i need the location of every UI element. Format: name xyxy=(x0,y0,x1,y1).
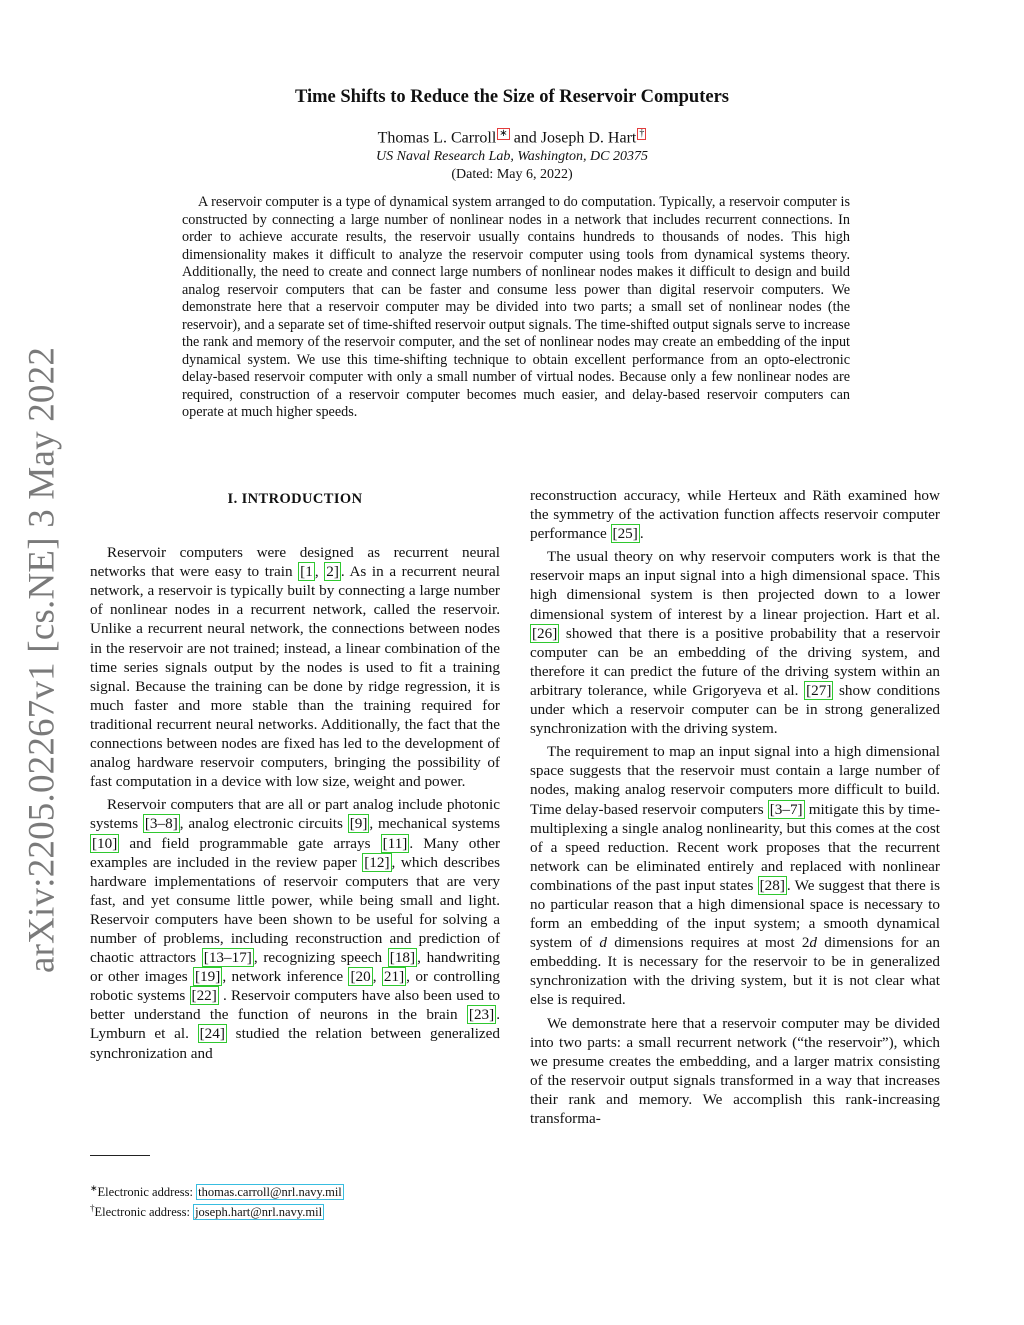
left-column xyxy=(90,486,500,1063)
citation-link[interactable]: [1 xyxy=(300,563,313,581)
text-run: reconstruction accuracy, while Herteux and Räth examined how the symmetry of the activation function affects reservoir computer performance xyxy=(530,487,940,543)
paragraph xyxy=(90,543,500,791)
footnotes xyxy=(90,1180,500,1220)
paragraph xyxy=(530,547,940,738)
abstract: A reservoir computer is a type of dynamical system arranged to do computation. Typically, a reservoir computer is constructed by connecting a large number of nonlinear nodes in a network that includes recurrent connections. In order to achieve accurate results, the reservoir usually contains hundreds to thousands of nodes. This high dimensionality makes it difficult to analyze the reservoir computer using tools from dynamical systems theory. Additionally, the need to create and connect large numbers of nonlinear nodes makes it difficult to design and build analog reservoir computers that can be faster and consume less power than digital reservoir computers. We demonstrate here that a reservoir computer may be divided into two parts; a small set of nonlinear nodes (the reservoir), and a separate set of time-shifted reservoir output signals. The time-shifted output signals serve to increase the rank and memory of the reservoir computer, and the set of nonlinear nodes may create an embedding of the input dynamical system. We use this time-shifting technique to obtain excellent performance from an opto-electronic delay-based reservoir computer with only a small number of virtual nodes. Because only a few nonlinear nodes are required, construction of a reservoir computer becomes much easier, and delay-based reservoir computers can operate at much higher speeds. xyxy=(182,194,850,420)
paragraph xyxy=(530,1014,940,1129)
text-run: show conditions under which a reservoir computer can be in strong generalized synchronization with the driving system. xyxy=(530,681,940,738)
citation-link[interactable]: [11] xyxy=(382,834,408,852)
text-run: , handwriting or other images xyxy=(90,949,500,986)
math-variable: d xyxy=(599,934,607,952)
citation-link[interactable]: [10] xyxy=(92,834,118,852)
text-run: . Reservoir computers have also been used to better understand the function of neurons in the brain xyxy=(90,987,501,1024)
citation-link[interactable]: 21] xyxy=(383,968,405,986)
citation-link[interactable]: [23] xyxy=(468,1006,495,1024)
text-run: Reservoir computers were designed as recurrent neural networks that were easy to train xyxy=(90,544,500,581)
text-run: dimensions requires at most 2 xyxy=(606,934,810,952)
paper-title: Time Shifts to Reduce the Size of Reservoir Computers xyxy=(294,87,729,107)
author-conjunction: and xyxy=(513,129,537,147)
text-run: . Many other examples are included in the review paper xyxy=(90,834,501,871)
author-affiliation: US Naval Research Lab, Washington, DC 20375 xyxy=(376,149,648,164)
citation-link[interactable]: [3–7] xyxy=(769,800,803,818)
text-run: , xyxy=(372,968,382,986)
text-run: . As in a recurrent neural network, a reservoir is typically built by connecting a large number of nonlinear nodes in a recurrent network, called the reservoir. Unlike a recurrent neural network, the connections between nodes in the reservoir are not trained; instead, a linear combination of the time series signals output by the nodes is used to fit a training signal. Because the training can be done by ridge regression, it is much faster and more stable than the training required for traditional recurrent neural networks. Additionally, the fact that the connections between nodes are fixed has led to the development of analog hardware reservoir computers, bringing the possibility of fast computation in a device with low size, weight and power. xyxy=(90,563,501,791)
text-run: The requirement to map an input signal into a high dimensional space suggests that the reservoir must contain a large number of nodes, making analog reservoir computers more difficult to build. Time delay-based reservoir computers xyxy=(530,743,940,818)
text-run: . xyxy=(639,525,644,543)
text-run: Reservoir computers that are all or part analog include photonic systems xyxy=(90,796,500,833)
arxiv-stamp-text: arXiv:2205.02267v1 [cs.NE] 3 May 2022 xyxy=(21,346,63,974)
email-link[interactable]: thomas.carroll@nrl.navy.mil xyxy=(198,1185,342,1200)
footnote-mark-link[interactable]: ∗ xyxy=(499,128,508,139)
citation-link[interactable]: [20 xyxy=(350,968,371,986)
text-run: and field programmable gate arrays xyxy=(119,834,381,852)
citation-link[interactable]: [24] xyxy=(199,1025,225,1043)
text-run: , recognizing speech xyxy=(253,949,388,967)
text-run: , or controlling robotic systems xyxy=(90,968,500,1005)
arxiv-identifier-stamp xyxy=(14,346,70,974)
citation-link[interactable]: [28] xyxy=(759,876,785,894)
text-run: , network inference xyxy=(222,968,349,986)
author-line xyxy=(0,128,1024,147)
text-run: , analog electronic circuits xyxy=(179,815,348,833)
math-variable: d xyxy=(809,934,818,952)
text-run: The usual theory on why reservoir computers work is that the reservoir maps an input signal into a high dimensional space. This high dimensional system is then projected down to a lower dimensional system of interest by a linear projection. Hart et al. xyxy=(530,548,940,623)
text-run: , which describes hardware implementations of reservoir computers that are very fast, and yet consume little power, while being small and light. Reservoir computers have been shown to be useful for solving a number of problems, including reconstruction and prediction of chaotic attractors xyxy=(90,853,501,967)
citation-link[interactable]: [9] xyxy=(349,815,368,833)
citation-link[interactable]: [3–8] xyxy=(144,815,178,833)
footnote-mark: † xyxy=(90,1203,95,1214)
text-run: . Lymburn et al. xyxy=(90,1006,500,1043)
citation-link[interactable]: 2] xyxy=(326,563,339,581)
citation-link[interactable]: [26] xyxy=(532,624,558,642)
citation-link[interactable]: [19] xyxy=(195,968,221,986)
date-line: (Dated: May 6, 2022) xyxy=(451,167,573,182)
text-run: dimensions for an embedding. It is necessary for the reservoir to be in generalized synchronization with the driving system, but it is not clear what else is required. xyxy=(530,934,941,1009)
text-run: studied the relation between generalized synchronization and xyxy=(90,1025,500,1062)
citation-link[interactable]: [25] xyxy=(612,525,638,543)
footnote xyxy=(90,1200,500,1220)
footnote xyxy=(90,1180,500,1200)
author-name: Joseph D. Hart xyxy=(540,129,637,147)
paragraph xyxy=(530,742,940,1009)
footnote-mark: ∗ xyxy=(90,1183,98,1193)
right-column xyxy=(530,486,940,1128)
email-link[interactable]: joseph.hart@nrl.navy.mil xyxy=(195,1205,323,1220)
citation-link[interactable]: [22] xyxy=(191,987,217,1005)
text-run: , mechanical systems xyxy=(369,815,500,833)
text-run: We demonstrate here that a reservoir computer may be divided into two parts: a small recurrent network (“the reservoir”), which we presume creates the embedding, and a larger matrix consisting of the reservoir output signals transformed in a way that increases their rank and memory. We accomplish this rank-increasing transforma- xyxy=(530,1014,940,1127)
paragraph xyxy=(530,486,940,543)
footnote-label: Electronic address: xyxy=(94,1205,194,1220)
text-run: . We suggest that there is no particular reason that a high dimensional space is necessary to form an embedding of the input system; a smooth dynamical system of xyxy=(530,876,941,952)
citation-link[interactable]: [27] xyxy=(806,681,832,699)
footnote-divider xyxy=(90,1155,150,1156)
footnote-mark-link[interactable]: † xyxy=(639,128,645,139)
text-run: showed that there is a positive probability that a reservoir computer can be an embedding of the driving system, and therefore it can predict the future of the driving system within an arbitrary tolerance, while Grigoryeva et al. xyxy=(530,624,940,699)
citation-link[interactable]: [13–17] xyxy=(203,949,252,967)
text-run: mitigate this by time-multiplexing a single analog nonlinearity, but this comes at the cost of a speed reduction. Recent work proposes that the recurrent network can be eliminated entirely and replaced with nonlinear combinations of the past input states xyxy=(530,800,941,894)
paragraph xyxy=(90,795,500,1062)
citation-link[interactable]: [12] xyxy=(364,853,390,871)
text-run: , xyxy=(314,563,325,581)
author-name: Thomas L. Carroll xyxy=(377,129,497,147)
footnote-label: Electronic address: xyxy=(97,1185,197,1200)
section-heading: I. INTRODUCTION xyxy=(227,491,363,507)
citation-link[interactable]: [18] xyxy=(389,949,416,967)
